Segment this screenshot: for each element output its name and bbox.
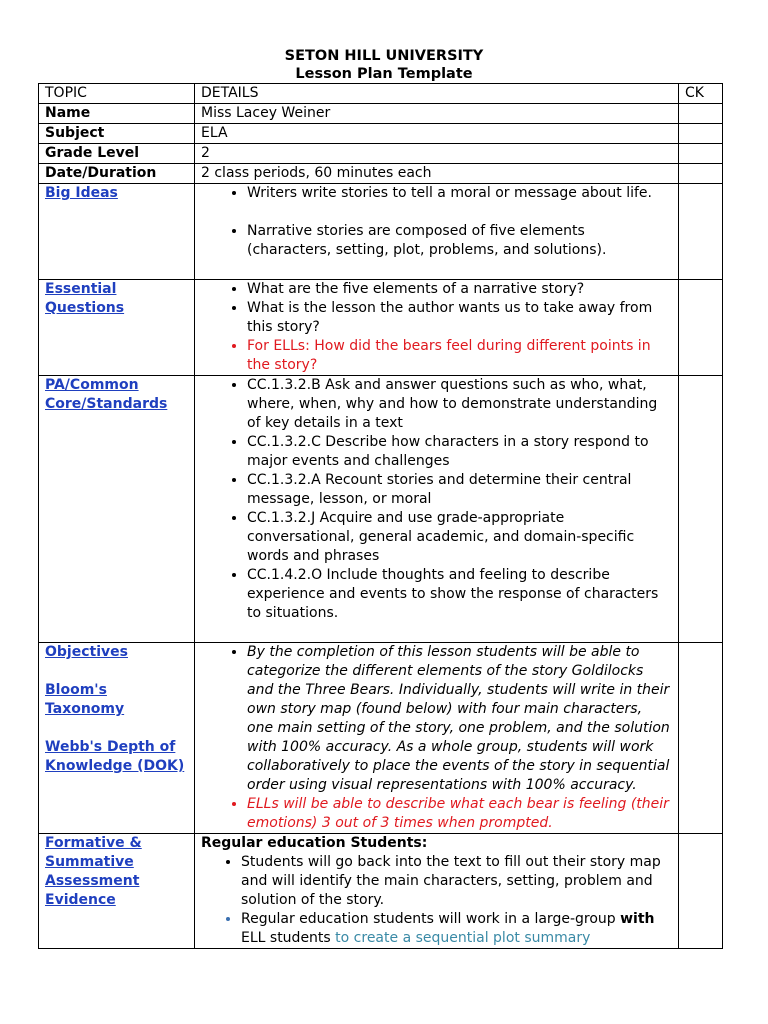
row-objectives	[39, 643, 723, 834]
objectives-link[interactable]: Objectives	[45, 644, 128, 660]
label-name: Name	[39, 104, 195, 124]
university-title: SETON HILL UNIVERSITY	[284, 48, 484, 64]
question-item: • What is the lesson the author wants us to take away from this story?	[247, 299, 672, 337]
label-subject: Subject	[39, 124, 195, 144]
standards-link[interactable]: PA/Common Core/Standards	[45, 377, 168, 412]
col-details: DETAILS	[195, 84, 679, 104]
essential-questions-link[interactable]: Essential Questions	[45, 281, 125, 316]
standard-item: • CC.1.3.2.J Acquire and use grade-appropriate conversational, general academic, and domain-specific words and phrases	[247, 509, 672, 566]
header-row	[39, 84, 723, 104]
value-subject: ELA	[195, 124, 679, 144]
big-ideas-link[interactable]: Big Ideas	[45, 185, 118, 201]
row-assessment	[39, 834, 723, 949]
ck-cell	[679, 643, 723, 834]
label-grade: Grade Level	[39, 144, 195, 164]
row-name	[39, 104, 723, 124]
standard-item: • CC.1.3.2.C Describe how characters in a story respond to major events and challenges	[247, 433, 672, 471]
ck-cell	[679, 834, 723, 949]
standard-item: • CC.1.4.2.O Include thoughts and feeling to describe experience and events to show the response of characters to situations.	[247, 566, 672, 623]
blooms-taxonomy-link[interactable]: Bloom's Taxonomy	[45, 682, 125, 717]
big-idea-item: • Narrative stories are composed of five elements (characters, setting, plot, problems, and solutions).	[247, 222, 672, 260]
ck-cell	[679, 376, 723, 643]
label-date: Date/Duration	[39, 164, 195, 184]
col-topic: TOPIC	[39, 84, 195, 104]
assessment-item-ell: ELL students	[241, 930, 336, 946]
assessment-item	[241, 910, 672, 948]
assessment-item: • Students will go back into the text to fill out their story map and will identify the main characters, setting, problem and solution of the story.	[241, 853, 672, 910]
ell-question-item: • For ELLs: How did the bears feel during different points in the story?	[247, 337, 672, 375]
ck-cell	[679, 164, 723, 184]
standard-item: • CC.1.3.2.A Recount stories and determine their central message, lesson, or moral	[247, 471, 672, 509]
question-item: • What are the five elements of a narrative story?	[247, 280, 672, 299]
assessment-item-text: Regular education students will work in a large-group	[241, 911, 621, 927]
value-date: 2 class periods, 60 minutes each	[195, 164, 679, 184]
row-subject	[39, 124, 723, 144]
value-name: Miss Lacey Weiner	[195, 104, 679, 124]
ck-cell	[679, 104, 723, 124]
lesson-plan-table	[38, 83, 723, 949]
assessment-link[interactable]: Formative & Summative Assessment Evidence	[45, 835, 142, 908]
ck-cell	[679, 184, 723, 280]
row-standards	[39, 376, 723, 643]
webbs-dok-link[interactable]: Webb's Depth of Knowledge (DOK)	[45, 739, 185, 774]
row-grade	[39, 144, 723, 164]
assessment-item-with: with	[620, 911, 655, 927]
ck-cell	[679, 124, 723, 144]
value-grade: 2	[195, 144, 679, 164]
objective-item: • By the completion of this lesson students will be able to categorize the different elements of the story Goldilocks and the Three Bears. Individually, students will write in their own story map (found below) with four main characters, one main setting of the story, one problem, and the solution with 100% accuracy. As a whole group, students will work collaboratively to place the events of the story in sequential order using visual representations with 100% accuracy.	[247, 643, 672, 795]
ck-cell	[679, 144, 723, 164]
row-date	[39, 164, 723, 184]
standard-item: • CC.1.3.2.B Ask and answer questions such as who, what, where, when, why and how to demonstrate understanding of key details in a text	[247, 376, 672, 433]
ell-objective-item: • ELLs will be able to describe what each bear is feeling (their emotions) 3 out of 3 times when prompted.	[247, 795, 672, 833]
row-big-ideas	[39, 184, 723, 280]
assessment-item-plot: to create a sequential plot summary	[335, 930, 591, 946]
ck-cell	[679, 280, 723, 376]
template-title: Lesson Plan Template	[295, 66, 473, 82]
row-essential-questions	[39, 280, 723, 376]
col-ck: CK	[679, 84, 723, 104]
big-idea-item: • Writers write stories to tell a moral or message about life.	[247, 184, 672, 203]
assessment-heading: Regular education Students:	[201, 835, 428, 851]
